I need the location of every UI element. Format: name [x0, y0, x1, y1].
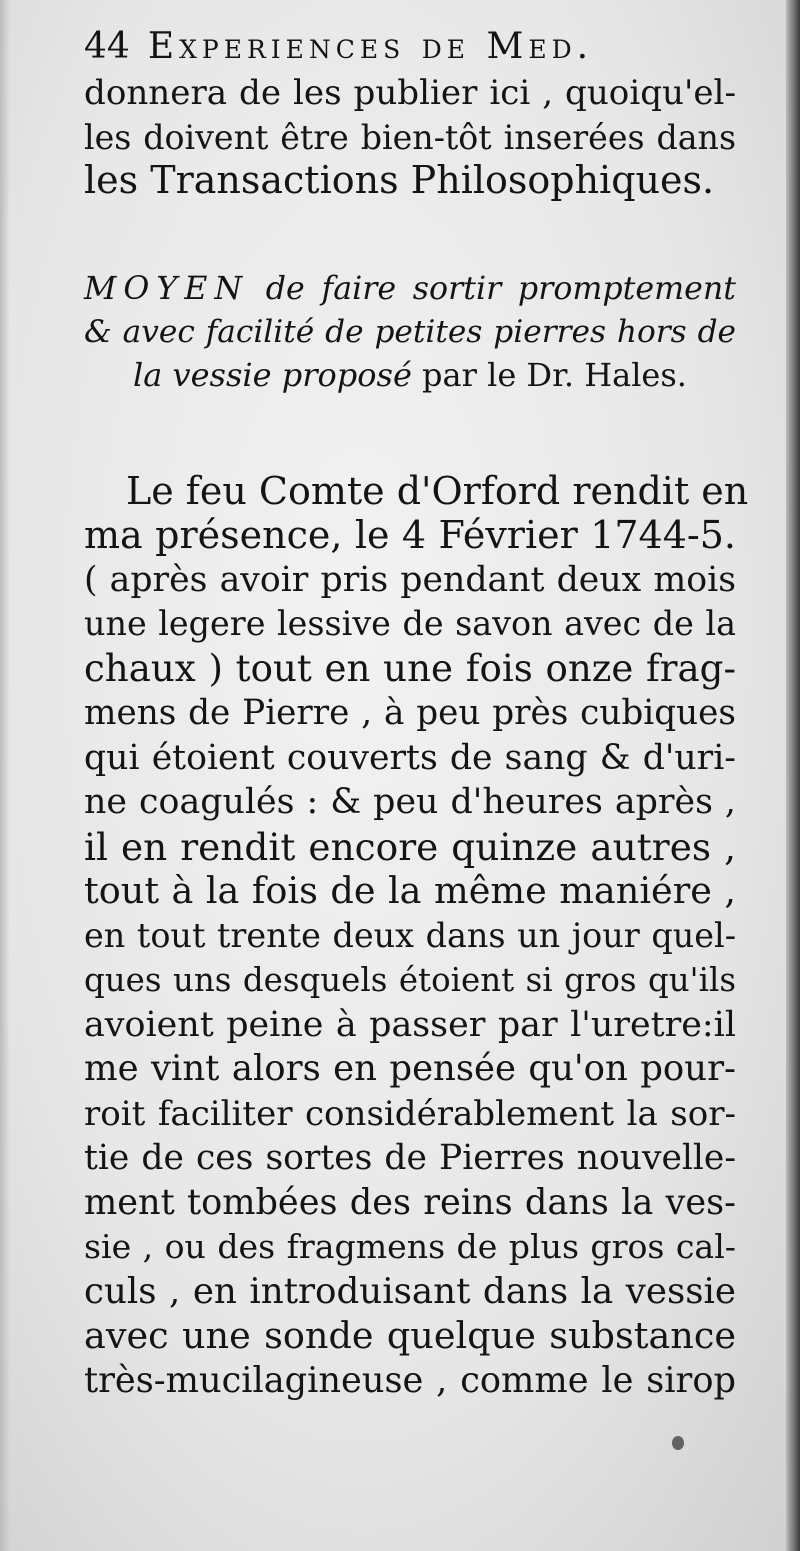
text-line: avec une sonde quelque substance	[84, 1314, 736, 1357]
text-line: en tout trente deux dans un jour quel-	[84, 915, 736, 955]
text-line: très-mucilagineuse , comme le sirop	[84, 1359, 736, 1401]
heading-line	[84, 354, 736, 397]
heading-line	[84, 268, 736, 311]
heading-caps-word: MOYEN	[84, 270, 250, 307]
section-heading	[84, 268, 736, 397]
text-line: me vint alors en pensée qu'on pour-	[84, 1048, 736, 1089]
page-binding-edge	[786, 0, 800, 1551]
text-line: avoient peine à passer par l'uretre:il	[84, 1004, 736, 1045]
intro-paragraph	[84, 72, 736, 203]
text-line: tie de ces sortes de Pierres nouvelle-	[84, 1138, 736, 1178]
text-line: ques uns desquels étoient si gros qu'ils	[84, 961, 736, 999]
text-line: qui étoient couverts de sang & d'uri-	[84, 737, 736, 778]
text-line: une legere lessive de savon avec de la	[84, 604, 736, 643]
text-line: chaux ) tout en une fois onze frag-	[84, 646, 736, 690]
ink-speck	[672, 1436, 684, 1450]
heading-line: & avec facilité de petites pierres hors de	[84, 313, 736, 350]
text-line: Le feu Comte d'Orford rendit en	[126, 468, 749, 513]
heading-line1-rest: de faire sortir promptement	[265, 270, 736, 307]
text-line: mens de Pierre , à peu près cubiques	[84, 693, 736, 733]
page-text-block	[84, 22, 749, 1403]
text-line: culs , en introduisant dans la vessie	[84, 1270, 736, 1312]
text-line: il en rendit encore quinze autres ,	[84, 824, 736, 869]
text-line: sie , ou des fragmens de plus gros cal-	[84, 1227, 736, 1266]
running-head-title: Experiences de Med.	[147, 26, 594, 67]
text-line: ne coagulés : & peu d'heures après ,	[84, 782, 736, 822]
text-line: les doivent être bien-tôt inserées dans	[84, 117, 736, 157]
text-line: tout à la fois de la même maniére ,	[84, 869, 736, 912]
text-line: roit faciliter considérablement la sor-	[84, 1093, 736, 1134]
running-header	[84, 22, 736, 72]
text-line: ment tombées des reins dans la ves-	[84, 1181, 736, 1223]
body-paragraph	[84, 468, 749, 1404]
heading-line3-italic: la vessie proposé	[133, 355, 412, 394]
text-line: les Transactions Philosophiques.	[84, 158, 715, 202]
heading-line3-upright: par le Dr. Hales.	[422, 355, 687, 394]
text-line: donnera de les publier ici , quoiqu'el-	[84, 73, 736, 113]
page-number: 44	[84, 26, 130, 67]
page-left-shadow	[0, 0, 10, 1551]
text-line: ma présence, le 4 Février 1744-5.	[84, 513, 736, 557]
text-line: ( après avoir pris pendant deux mois	[84, 559, 736, 600]
